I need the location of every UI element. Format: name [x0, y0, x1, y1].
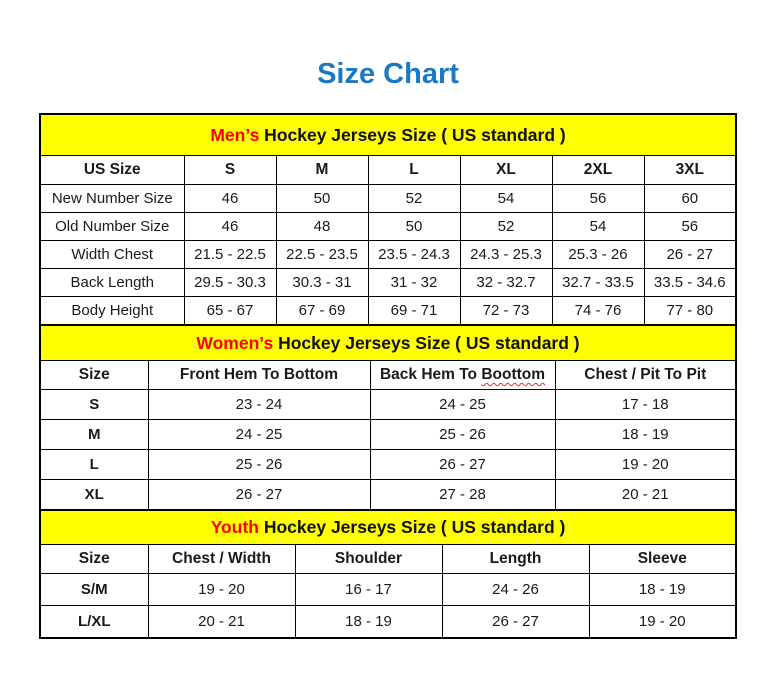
womens-banner-row — [40, 325, 736, 361]
cell: 46 — [184, 213, 276, 241]
cell: 24 - 25 — [370, 390, 555, 420]
row-label: S — [40, 390, 148, 420]
mens-banner-highlight: Men’s — [210, 124, 260, 145]
youth-banner-highlight: Youth — [210, 517, 259, 537]
cell: 24.3 - 25.3 — [460, 241, 552, 269]
cell: 50 — [276, 185, 368, 213]
womens-size-table — [39, 324, 737, 511]
mens-col-l: L — [368, 156, 460, 185]
table-row — [40, 390, 736, 420]
cell: 19 - 20 — [555, 450, 736, 480]
cell: 56 — [552, 185, 644, 213]
table-row — [40, 269, 736, 297]
womens-col-size: Size — [40, 361, 148, 390]
youth-table-banner — [40, 510, 736, 545]
cell: 20 - 21 — [148, 606, 295, 639]
cell: 26 - 27 — [644, 241, 736, 269]
table-row — [40, 241, 736, 269]
cell: 25.3 - 26 — [552, 241, 644, 269]
row-label: Back Length — [40, 269, 184, 297]
mens-col-m: M — [276, 156, 368, 185]
youth-banner-text: Hockey Jerseys Size ( US standard ) — [258, 517, 566, 537]
mens-size-table — [39, 113, 737, 326]
youth-col-length: Length — [442, 545, 589, 574]
table-row — [40, 574, 736, 606]
table-row — [40, 450, 736, 480]
cell: 23 - 24 — [148, 390, 370, 420]
back-hem-text: Back Hem To — [379, 366, 482, 383]
row-label: S/M — [40, 574, 148, 606]
youth-header-row — [40, 545, 736, 574]
row-label: Body Height — [40, 297, 184, 326]
cell: 46 — [184, 185, 276, 213]
size-chart-tables — [39, 113, 735, 639]
table-row — [40, 185, 736, 213]
mens-col-s: S — [184, 156, 276, 185]
cell: 18 - 19 — [295, 606, 442, 639]
youth-size-table — [39, 509, 737, 639]
row-label: M — [40, 420, 148, 450]
mens-banner-row — [40, 114, 736, 156]
table-row — [40, 213, 736, 241]
page-title: Size Chart — [317, 58, 459, 90]
cell: 54 — [460, 185, 552, 213]
womens-header-row — [40, 361, 736, 390]
mens-col-2xl: 2XL — [552, 156, 644, 185]
mens-table-banner — [40, 114, 736, 156]
row-label: New Number Size — [40, 185, 184, 213]
cell: 21.5 - 22.5 — [184, 241, 276, 269]
cell: 50 — [368, 213, 460, 241]
cell: 24 - 26 — [442, 574, 589, 606]
cell: 32.7 - 33.5 — [552, 269, 644, 297]
cell: 31 - 32 — [368, 269, 460, 297]
cell: 30.3 - 31 — [276, 269, 368, 297]
cell: 72 - 73 — [460, 297, 552, 326]
table-row — [40, 420, 736, 450]
cell: 26 - 27 — [442, 606, 589, 639]
womens-banner-text: Hockey Jerseys Size ( US standard ) — [273, 332, 580, 353]
cell: 52 — [368, 185, 460, 213]
table-row — [40, 297, 736, 326]
cell: 24 - 25 — [148, 420, 370, 450]
cell: 65 - 67 — [184, 297, 276, 326]
cell: 22.5 - 23.5 — [276, 241, 368, 269]
womens-banner-highlight: Women’s — [196, 332, 274, 353]
mens-col-3xl: 3XL — [644, 156, 736, 185]
mens-col-xl: XL — [460, 156, 552, 185]
cell: 25 - 26 — [148, 450, 370, 480]
womens-col-front-hem: Front Hem To Bottom — [148, 361, 370, 390]
cell: 26 - 27 — [370, 450, 555, 480]
cell: 16 - 17 — [295, 574, 442, 606]
cell: 32 - 32.7 — [460, 269, 552, 297]
womens-col-chest: Chest / Pit To Pit — [555, 361, 736, 390]
youth-col-shoulder: Shoulder — [295, 545, 442, 574]
cell: 25 - 26 — [370, 420, 555, 450]
cell: 56 — [644, 213, 736, 241]
cell: 60 — [644, 185, 736, 213]
youth-banner-row — [40, 510, 736, 545]
row-label: Width Chest — [40, 241, 184, 269]
cell: 17 - 18 — [555, 390, 736, 420]
cell: 23.5 - 24.3 — [368, 241, 460, 269]
mens-banner-text: Hockey Jerseys Size ( US standard ) — [259, 124, 566, 145]
youth-col-size: Size — [40, 545, 148, 574]
cell: 33.5 - 34.6 — [644, 269, 736, 297]
cell: 52 — [460, 213, 552, 241]
row-label: Old Number Size — [40, 213, 184, 241]
cell: 67 - 69 — [276, 297, 368, 326]
cell: 20 - 21 — [555, 480, 736, 511]
youth-col-chest-width: Chest / Width — [148, 545, 295, 574]
youth-col-sleeve: Sleeve — [589, 545, 736, 574]
cell: 48 — [276, 213, 368, 241]
cell: 26 - 27 — [148, 480, 370, 511]
cell: 18 - 19 — [589, 574, 736, 606]
cell: 18 - 19 — [555, 420, 736, 450]
table-row — [40, 480, 736, 511]
cell: 74 - 76 — [552, 297, 644, 326]
cell: 77 - 80 — [644, 297, 736, 326]
table-row — [40, 606, 736, 639]
row-label: XL — [40, 480, 148, 511]
womens-table-banner — [40, 325, 736, 361]
row-label: L/XL — [40, 606, 148, 639]
mens-header-row — [40, 156, 736, 185]
cell: 29.5 - 30.3 — [184, 269, 276, 297]
mens-col-us-size: US Size — [40, 156, 184, 185]
cell: 69 - 71 — [368, 297, 460, 326]
cell: 19 - 20 — [148, 574, 295, 606]
cell: 19 - 20 — [589, 606, 736, 639]
cell: 27 - 28 — [370, 480, 555, 511]
cell: 54 — [552, 213, 644, 241]
womens-col-back-hem — [370, 361, 555, 390]
row-label: L — [40, 450, 148, 480]
misspelled-word-squiggle: Boottom — [481, 366, 546, 383]
